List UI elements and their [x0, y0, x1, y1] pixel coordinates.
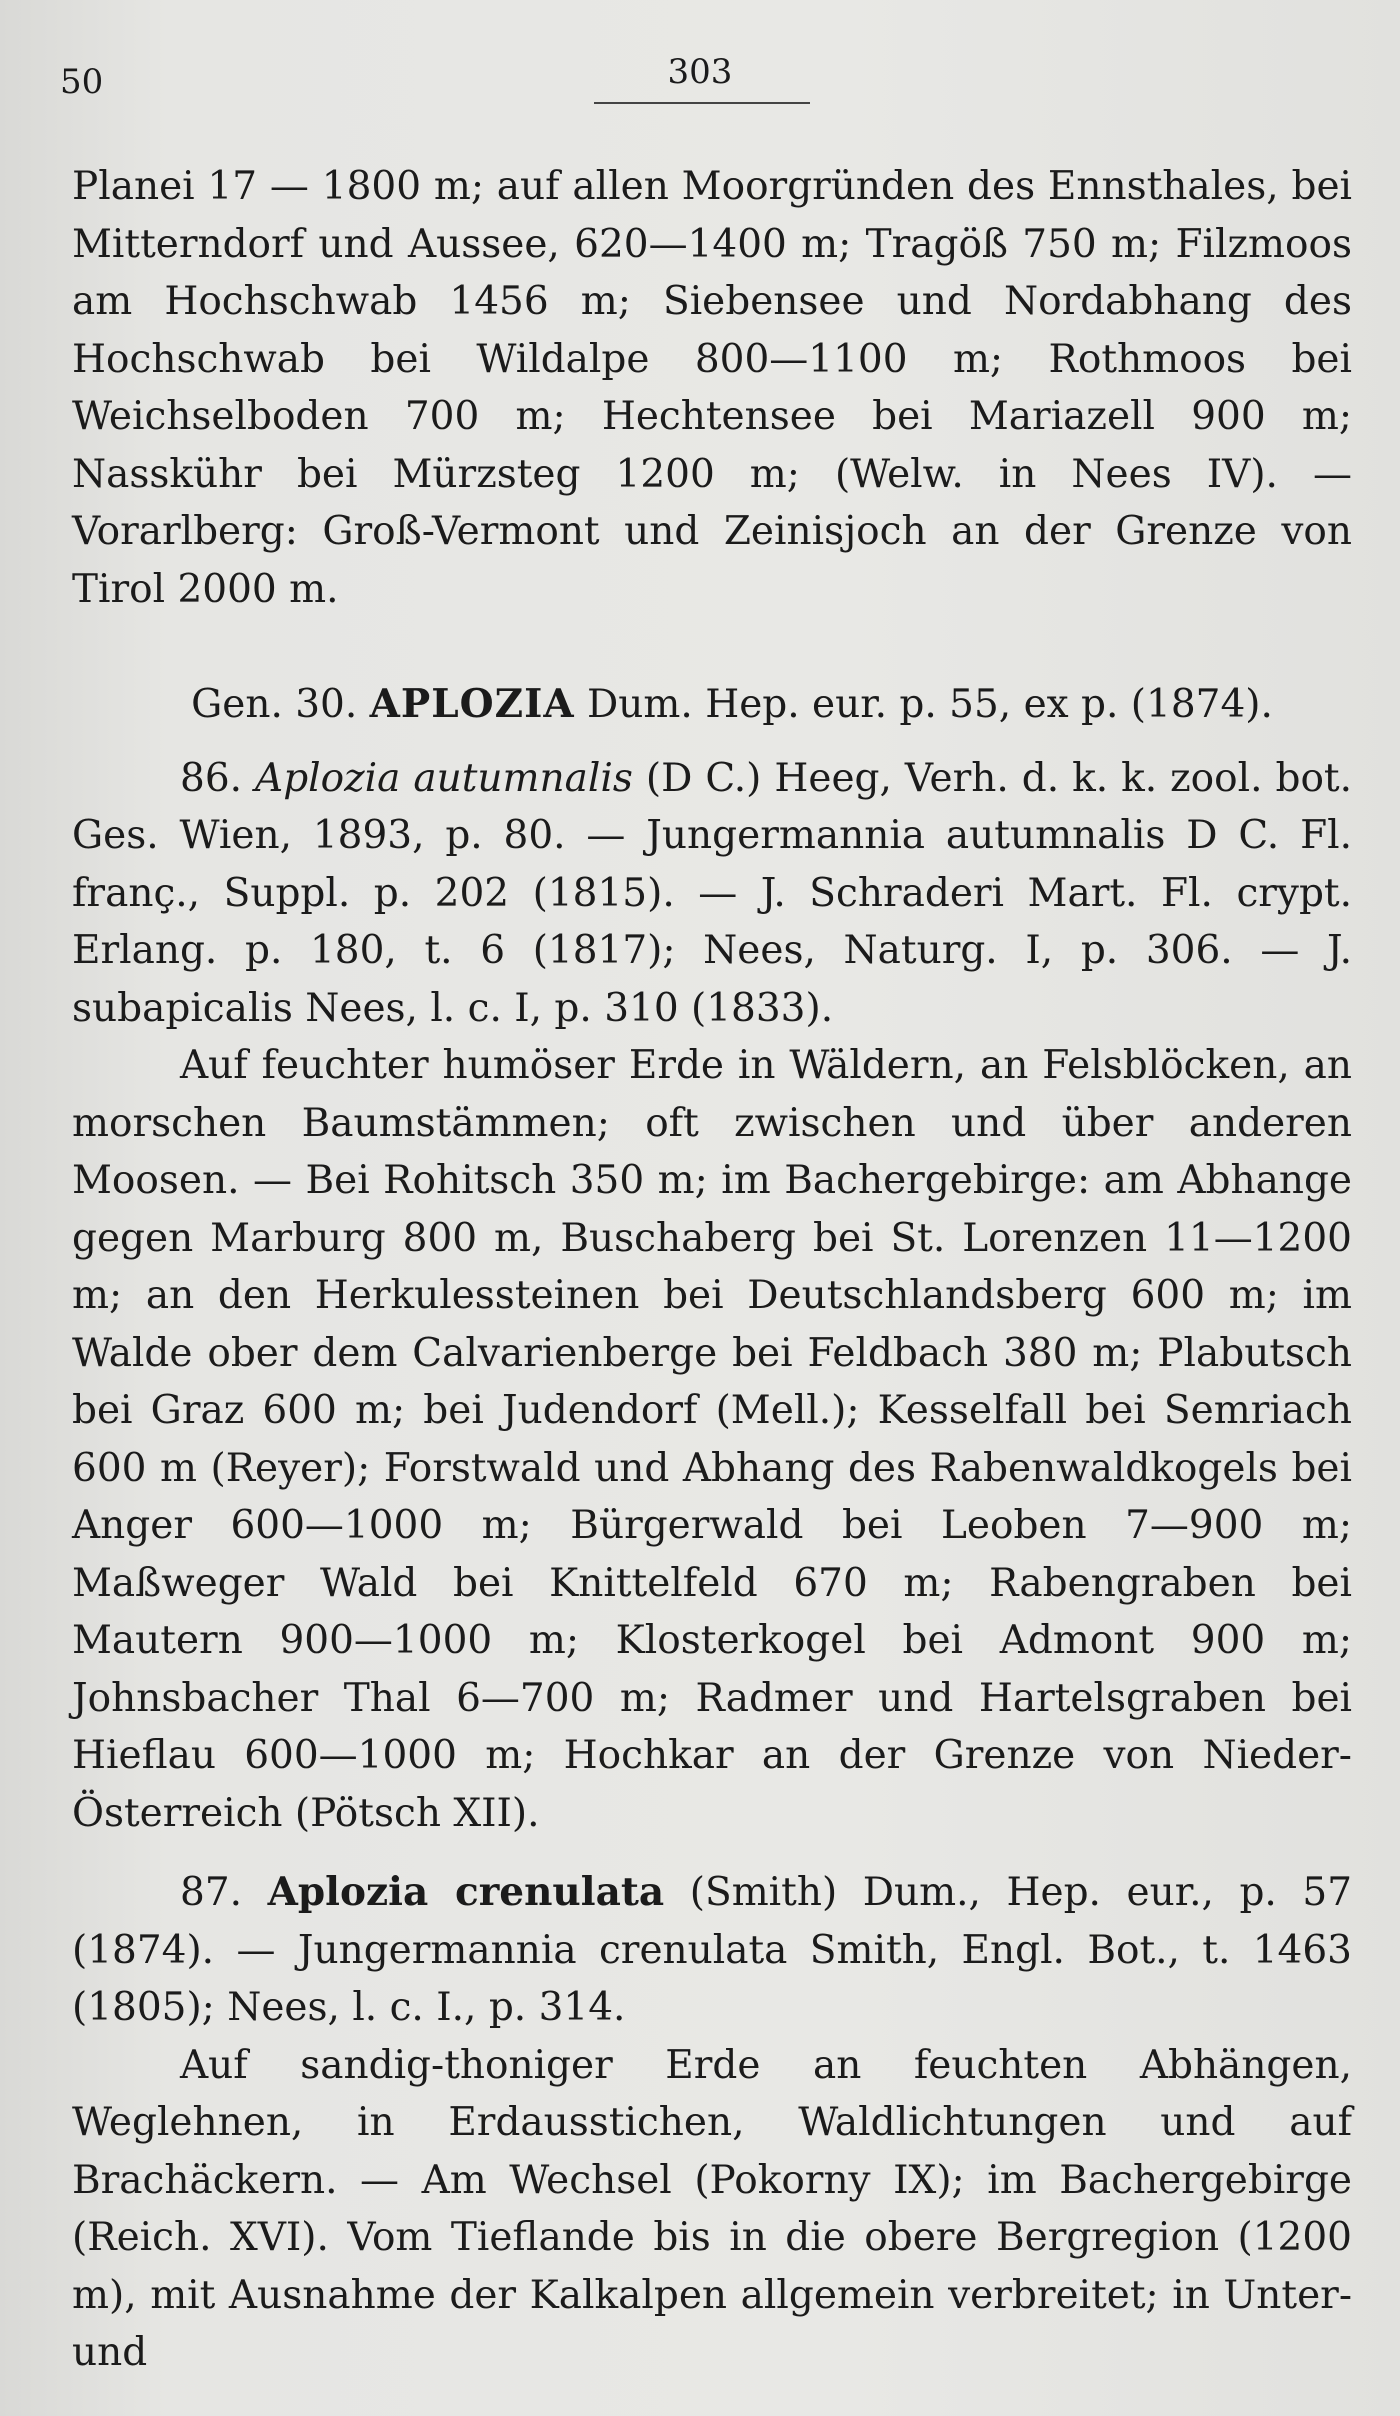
body-text	[72, 158, 1352, 2382]
paragraph-continuation: Planei 17 — 1800 m; auf allen Moorgründen des Ennsthales, bei Mitterndorf und Aussee, 620—1400 m; Tragöß 750 m; Filzmoos am Hochschwab 1456 m; Siebensee und Nordabhang des Hochschwab bei Wildalpe 800—1100 m; Rothmoos bei Weichselboden 700 m; Hechtensee bei Mariazell 900 m; Nasskühr bei Mürzsteg 1200 m; (Welw. in Nees IV). — Vorarlberg: Groß-Vermont und Zeinisjoch an der Grenze von Tirol 2000 m.	[72, 164, 1352, 612]
species-habitat-86: Auf feuchter humöser Erde in Wäldern, an Felsblöcken, an morschen Baumstämmen; oft zwischen und über anderen Moosen. — Bei Rohitsch 350 m; im Bachergebirge: am Abhange gegen Marburg 800 m, Buschaberg bei St. Lorenzen 11—1200 m; an den Herkulessteinen bei Deutschlandsberg 600 m; im Walde ober dem Calvarienberge bei Feldbach 380 m; Plabutsch bei Graz 600 m; bei Judendorf (Mell.); Kesselfall bei Semriach 600 m (Reyer); Forstwald und Abhang des Rabenwaldkogels bei Anger 600—1000 m; Bürgerwald bei Leoben 7—900 m; Maßweger Wald bei Knittelfeld 670 m; Rabengraben bei Mautern 900—1000 m; Klosterkogel bei Admont 900 m; Johnsbacher Thal 6—700 m; Radmer und Hartelsgraben bei Hieflau 600—1000 m; Hochkar an der Grenze von Nieder-Österreich (Pötsch XII).	[72, 1043, 1352, 1836]
genus-citation: Dum. Hep. eur. p. 55, ex p. (1874).	[587, 682, 1273, 727]
species-citation: (Smith) Dum., Hep. eur., p. 57 (1874). — Jungermannia crenulata Smith, Engl. Bot., t. 1463 (1805); Nees, l. c. I., p. 314.	[72, 1870, 1353, 2030]
page-number-left: 50	[60, 62, 104, 102]
species-name: Aplozia autumnalis	[255, 755, 633, 801]
species-entry-87	[72, 1864, 1352, 2037]
page-header	[0, 52, 1400, 122]
page-number-center: 303	[667, 52, 733, 92]
species-number: 87.	[180, 1870, 243, 1915]
species-number: 86.	[180, 755, 243, 801]
species-entry-86	[72, 750, 1352, 1038]
species-name: Aplozia crenulata	[267, 1869, 665, 1915]
genus-name: APLOZIA	[369, 681, 575, 727]
genus-prefix: Gen. 30.	[191, 682, 358, 727]
species-citation: (D C.) Heeg, Verh. d. k. k. zool. bot. Ges. Wien, 1893, p. 80. — Jungermannia autumnalis D C. Fl. franç., Suppl. p. 202 (1815). — J. Schraderi Mart. Fl. crypt. Erlang. p. 180, t. 6 (1817); Nees, Naturg. I, p. 306. — J. subapicalis Nees, l. c. I, p. 310 (1833).	[72, 755, 1352, 1031]
species-habitat-87: Auf sandig-thoniger Erde an feuchten Abhängen, Weglehnen, in Erdausstichen, Waldlichtungen und auf Brachäckern. — Am Wechsel (Pokorny IX); im Bachergebirge (Reich. XVI). Vom Tieflande bis in die obere Bergregion (1200 m), mit Ausnahme der Kalkalpen allgemein verbreitet; in Unter- und	[72, 2042, 1352, 2375]
genus-heading	[72, 676, 1352, 734]
header-rule	[594, 102, 810, 104]
